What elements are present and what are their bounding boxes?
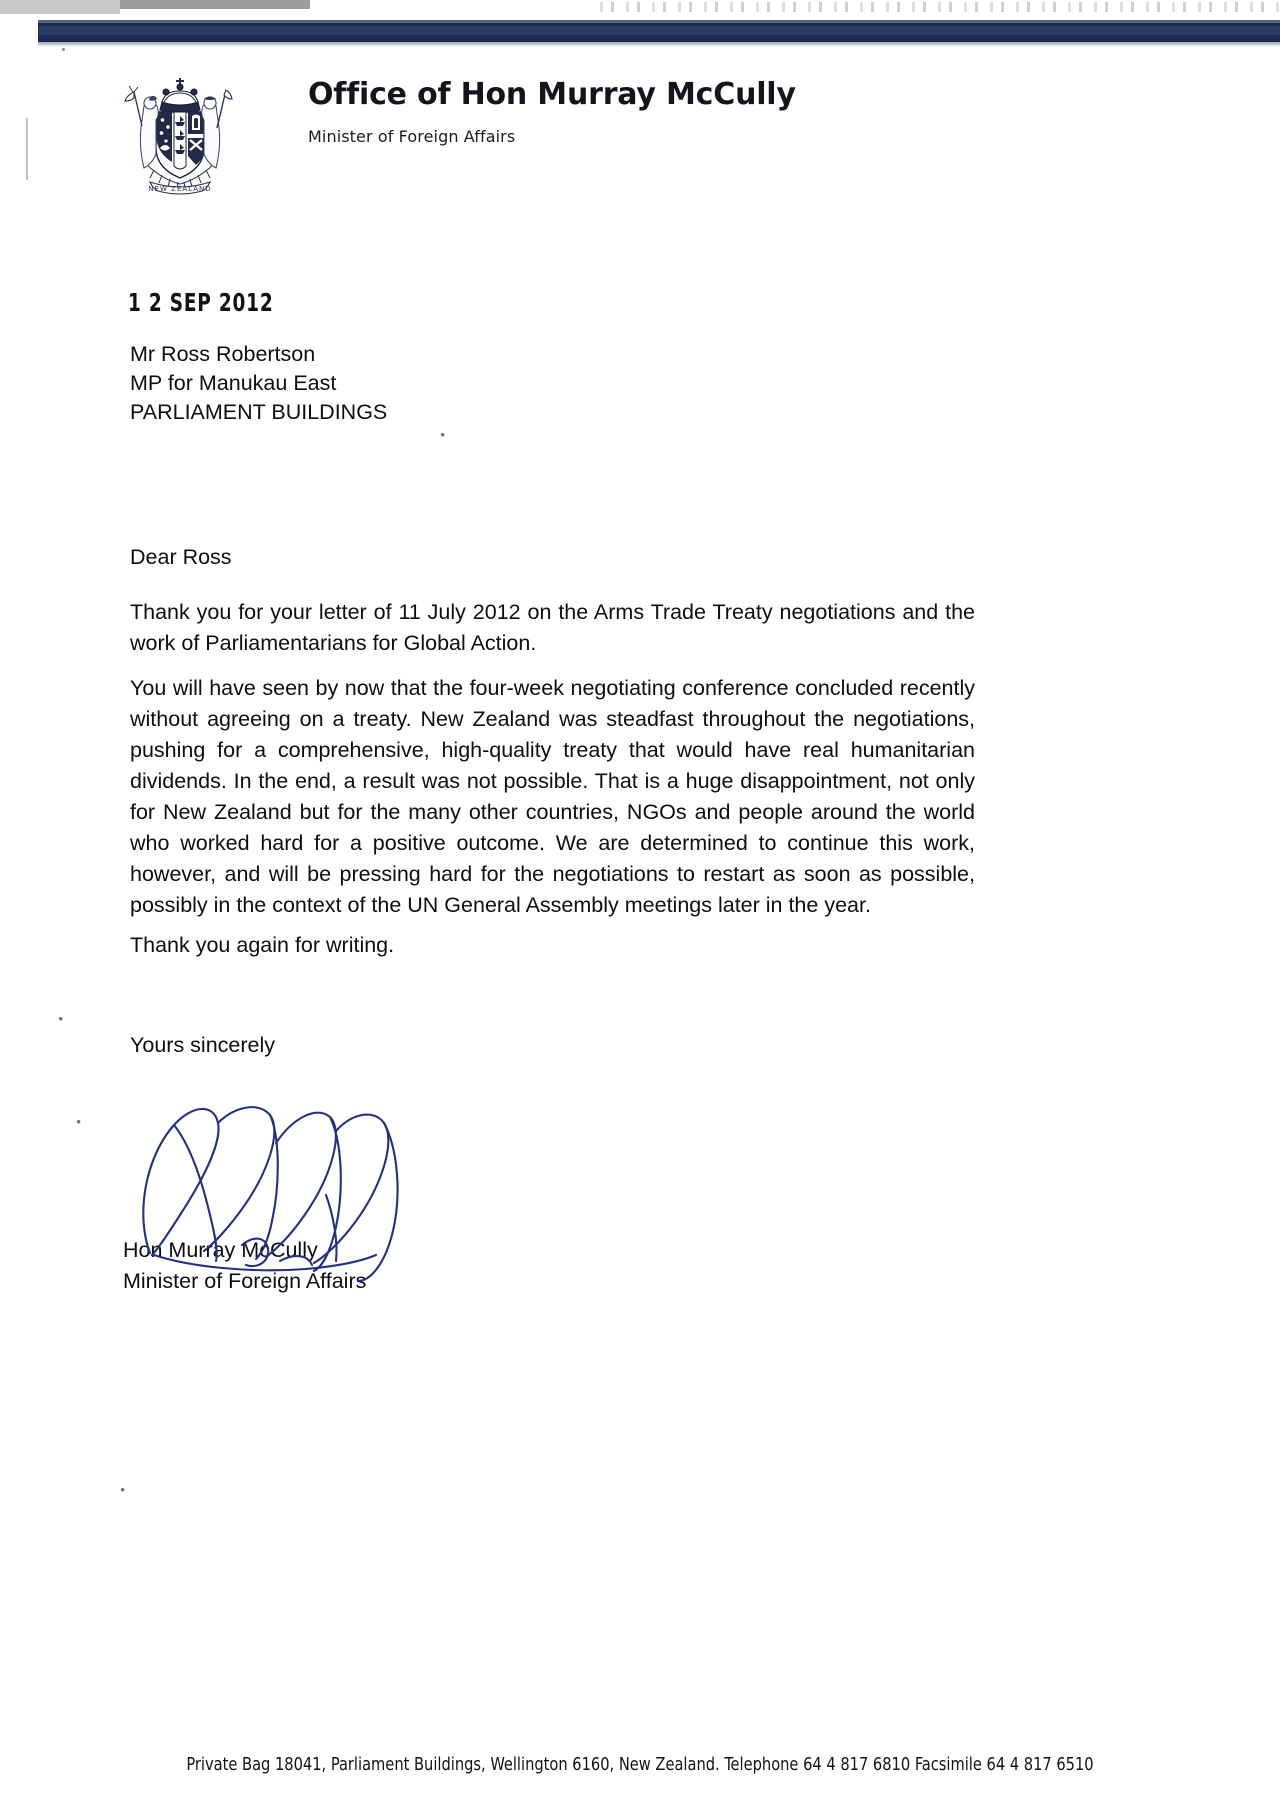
signer-title: Minister of Foreign Affairs (123, 1269, 367, 1293)
scan-mark: • (76, 1115, 82, 1131)
scan-margin-line (26, 118, 28, 180)
scan-mark: • (120, 1483, 126, 1499)
svg-text:NEW ZEALAND: NEW ZEALAND (148, 185, 212, 193)
addressee-block (130, 340, 387, 427)
scan-mark: • (440, 428, 446, 444)
scan-noise-speckle (600, 2, 1280, 12)
signature-block (123, 1235, 366, 1297)
letterhead-text (308, 78, 796, 146)
scan-mark: • (58, 1012, 64, 1028)
scan-edge-grey-left-2 (120, 0, 310, 9)
salutation: Dear Ross (130, 545, 232, 569)
new-zealand-coat-of-arms-icon (100, 62, 260, 202)
office-title: Office of Hon Murray McCully (308, 77, 796, 112)
closing-salutation: Yours sincerely (130, 1033, 275, 1057)
office-subtitle: Minister of Foreign Affairs (308, 127, 516, 146)
date-stamp: 1 2 SEP 2012 (128, 288, 274, 317)
letterhead-band-inner (0, 26, 1280, 35)
footer-contact-details: Private Bag 18041, Parliament Buildings, Wellington 6160, New Zealand. Telephone 64 4 817 6810 Facsimile 64 4 817 6510 (186, 1755, 1094, 1775)
letterhead-band-highlight (0, 20, 1280, 23)
addressee-line-3: PARLIAMENT BUILDINGS (130, 400, 388, 424)
body-paragraph-1: Thank you for your letter of 11 July 2012 on the Arms Trade Treaty negotiations and the work of Parliamentarians for Global Action. (130, 600, 975, 655)
signer-name: Hon Murray McCully (123, 1238, 318, 1262)
addressee-line-2: MP for Manukau East (130, 371, 337, 395)
scan-speck (62, 48, 65, 51)
body-paragraph-3: Thank you again for writing. (130, 933, 395, 957)
scan-edge-grey-left (0, 0, 120, 14)
addressee-line-1: Mr Ross Robertson (130, 342, 316, 366)
letterhead-band-shadow (0, 42, 1280, 47)
letterhead (100, 62, 820, 202)
letterhead-band-notch (0, 14, 38, 48)
body-paragraph-2: You will have seen by now that the four-week negotiating conference concluded recently without agreeing on a treaty. New Zealand was steadfast throughout the negotiations, pushing for a comprehensive, high-quality treaty that would have real humanitarian dividends. In the end, a result was not possible. That is a huge disappointment, not only for New Zealand but for the many other countries, NGOs and people around the world who worked hard for a positive outcome. We are determined to continue this work, however, and will be pressing hard for the negotiations to restart as soon as possible, possibly in the context of the UN General Assembly meetings later in the year. (130, 676, 975, 917)
